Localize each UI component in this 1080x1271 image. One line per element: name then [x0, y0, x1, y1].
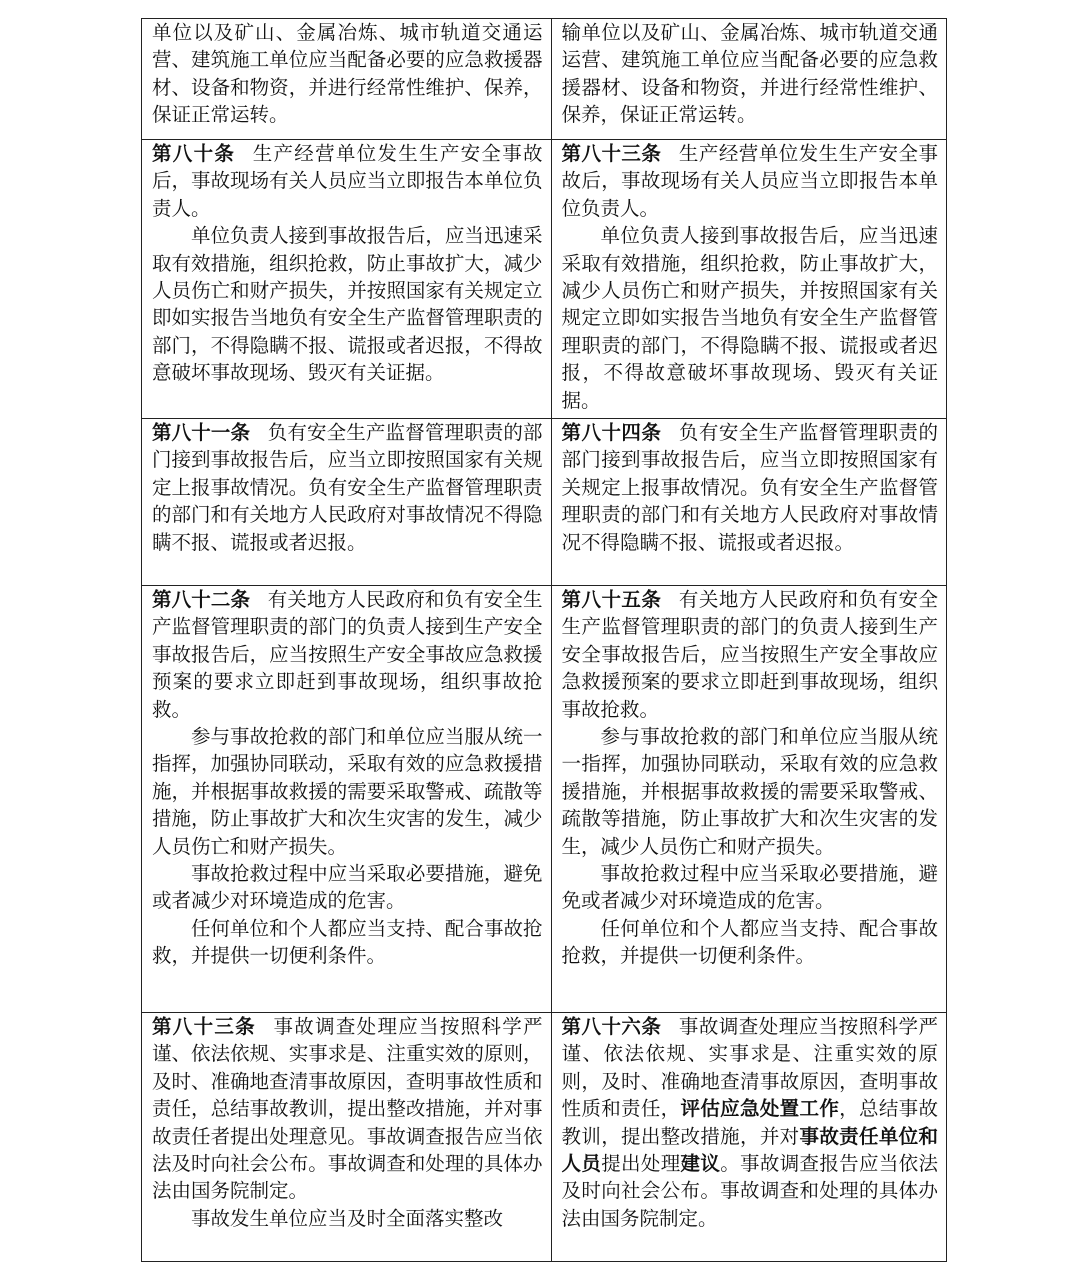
new-text-cell [551, 1013, 946, 1262]
paragraph: 输单位以及矿山、金属冶炼、城市轨道交通运营、建筑施工单位应当配备必要的应急救援器材、设备和物资，并进行经常性维护、保养，保证正常运转。 [561, 21, 938, 127]
article-lead [562, 419, 938, 556]
amended-text: 评估应急处置工作 [680, 1097, 840, 1121]
new-text-cell [551, 586, 946, 1013]
paragraph: 单位以及矿山、金属冶炼、城市轨道交通运营、建筑施工单位应当配备必要的应急救援器材、设备和物资，并进行经常性维护、保养，保证正常运转。 [152, 21, 543, 127]
article-lead [562, 140, 938, 222]
new-text-cell [551, 140, 946, 419]
article-text: 。事故调查报告应当依法及时向社会公布。事故调查和处理的具体办法由国务院制定。 [561, 1152, 938, 1230]
old-text-cell [142, 19, 552, 140]
comparison-document [141, 18, 947, 1262]
paragraph: 单位负责人接到事故报告后，应当迅速采取有效措施，组织抢救，防止事故扩大，减少人员伤亡和财产损失，并按照国家有关规定立即如实报告当地负有安全生产监督管理职责的部门，不得隐瞒不报、谎报或者迟报，不得故意破坏事故现场、毁灭有关证据。 [561, 224, 938, 412]
article-number: 第八十四条 [561, 421, 662, 444]
article-text: 负有安全生产监督管理职责的部门接到事故报告后，应当立即按照国家有关规定上报事故情况。负有安全生产监督管理职责的部门和有关地方人民政府对事故情况不得隐瞒不报、谎报或者迟报。 [561, 421, 938, 554]
article-lead [152, 586, 543, 723]
amended-text: 事故责任单位和人员 [561, 1124, 938, 1176]
article-text: 提出处理 [601, 1152, 681, 1176]
old-text-cell [142, 1013, 552, 1262]
article-text: ，总结事故教训，提出整改措施，并对 [561, 1097, 938, 1148]
table-row [142, 419, 947, 586]
article-text: 生产经营单位发生生产安全事故后，事故现场有关人员应当立即报告本单位负责人。 [561, 142, 938, 220]
paragraph: 事故抢救过程中应当采取必要措施，避免或者减少对环境造成的危害。 [152, 862, 543, 913]
old-text-cell [142, 419, 552, 586]
table-row [142, 1013, 947, 1262]
article-number: 第八十二条 [152, 588, 251, 611]
article-text: 负有安全生产监督管理职责的部门接到事故报告后，应当立即按照国家有关规定上报事故情况。负有安全生产监督管理职责的部门和有关地方人民政府对事故情况不得隐瞒不报、谎报或者迟报。 [152, 421, 543, 554]
old-text-cell [142, 586, 552, 1013]
table-row [142, 586, 947, 1013]
article-number: 第八十六条 [561, 1015, 662, 1038]
article-text: 有关地方人民政府和负有安全生产监督管理职责的部门的负责人接到生产安全事故报告后，应当按照生产安全事故应急救援预案的要求立即赶到事故现场，组织事故抢救。 [152, 588, 543, 721]
paragraph: 单位负责人接到事故报告后，应当迅速采取有效措施，组织抢救，防止事故扩大，减少人员伤亡和财产损失，并按照国家有关规定立即如实报告当地负有安全生产监督管理职责的部门，不得隐瞒不报、谎报或者迟报，不得故意破坏事故现场、毁灭有关证据。 [152, 224, 543, 385]
article-number: 第八十五条 [561, 588, 662, 611]
paragraph: 任何单位和个人都应当支持、配合事故抢救，并提供一切便利条件。 [152, 916, 543, 968]
article-lead [152, 1013, 543, 1205]
table-row [142, 19, 947, 140]
article-number: 第八十三条 [152, 1015, 256, 1038]
paragraph: 参与事故抢救的部门和单位应当服从统一指挥，加强协同联动，采取有效的应急救援措施，并根据事故救援的需要采取警戒、疏散等措施，防止事故扩大和次生灾害的发生，减少人员伤亡和财产损失。 [561, 725, 938, 858]
article-number: 第八十三条 [561, 142, 662, 165]
paragraph: 事故发生单位应当及时全面落实整改 [191, 1206, 504, 1230]
paragraph: 参与事故抢救的部门和单位应当服从统一指挥，加强协同联动，采取有效的应急救援措施，并根据事故救援的需要采取警戒、疏散等措施，防止事故扩大和次生灾害的发生，减少人员伤亡和财产损失。 [152, 725, 543, 858]
paragraph: 任何单位和个人都应当支持、配合事故抢救，并提供一切便利条件。 [561, 916, 938, 968]
paragraph: 事故抢救过程中应当采取必要措施，避免或者减少对环境造成的危害。 [561, 862, 938, 913]
article-lead [152, 419, 543, 556]
article-number: 第八十一条 [152, 421, 251, 444]
article-number: 第八十条 [152, 142, 236, 165]
article-text: 生产经营单位发生生产安全事故后，事故现场有关人员应当立即报告本单位负责人。 [152, 142, 543, 220]
new-text-cell [551, 419, 946, 586]
article-text: 有关地方人民政府和负有安全生产监督管理职责的部门的负责人接到生产安全事故报告后，应当按照生产安全事故应急救援预案的要求立即赶到事故现场，组织事故抢救。 [561, 588, 938, 721]
article-lead [562, 1013, 938, 1232]
new-text-cell [551, 19, 946, 140]
article-text: 事故调查处理应当按照科学严谨、依法依规、实事求是、注重实效的原则，及时、准确地查清事故原因，查明事故性质和责任， [561, 1015, 938, 1121]
article-lead [562, 586, 938, 723]
article-lead [152, 140, 543, 222]
table-row [142, 140, 947, 419]
article-text: 事故调查处理应当按照科学严谨、依法依规、实事求是、注重实效的原则，及时、准确地查清事故原因，查明事故性质和责任，总结事故教训，提出整改措施，并对事故责任者提出处理意见。事故调查报告应当依法及时向社会公布。事故调查和处理的具体办法由国务院制定。 [152, 1015, 543, 1203]
old-text-cell [142, 140, 552, 419]
article-comparison-table [141, 18, 947, 1262]
amended-text: 建议 [680, 1152, 721, 1176]
